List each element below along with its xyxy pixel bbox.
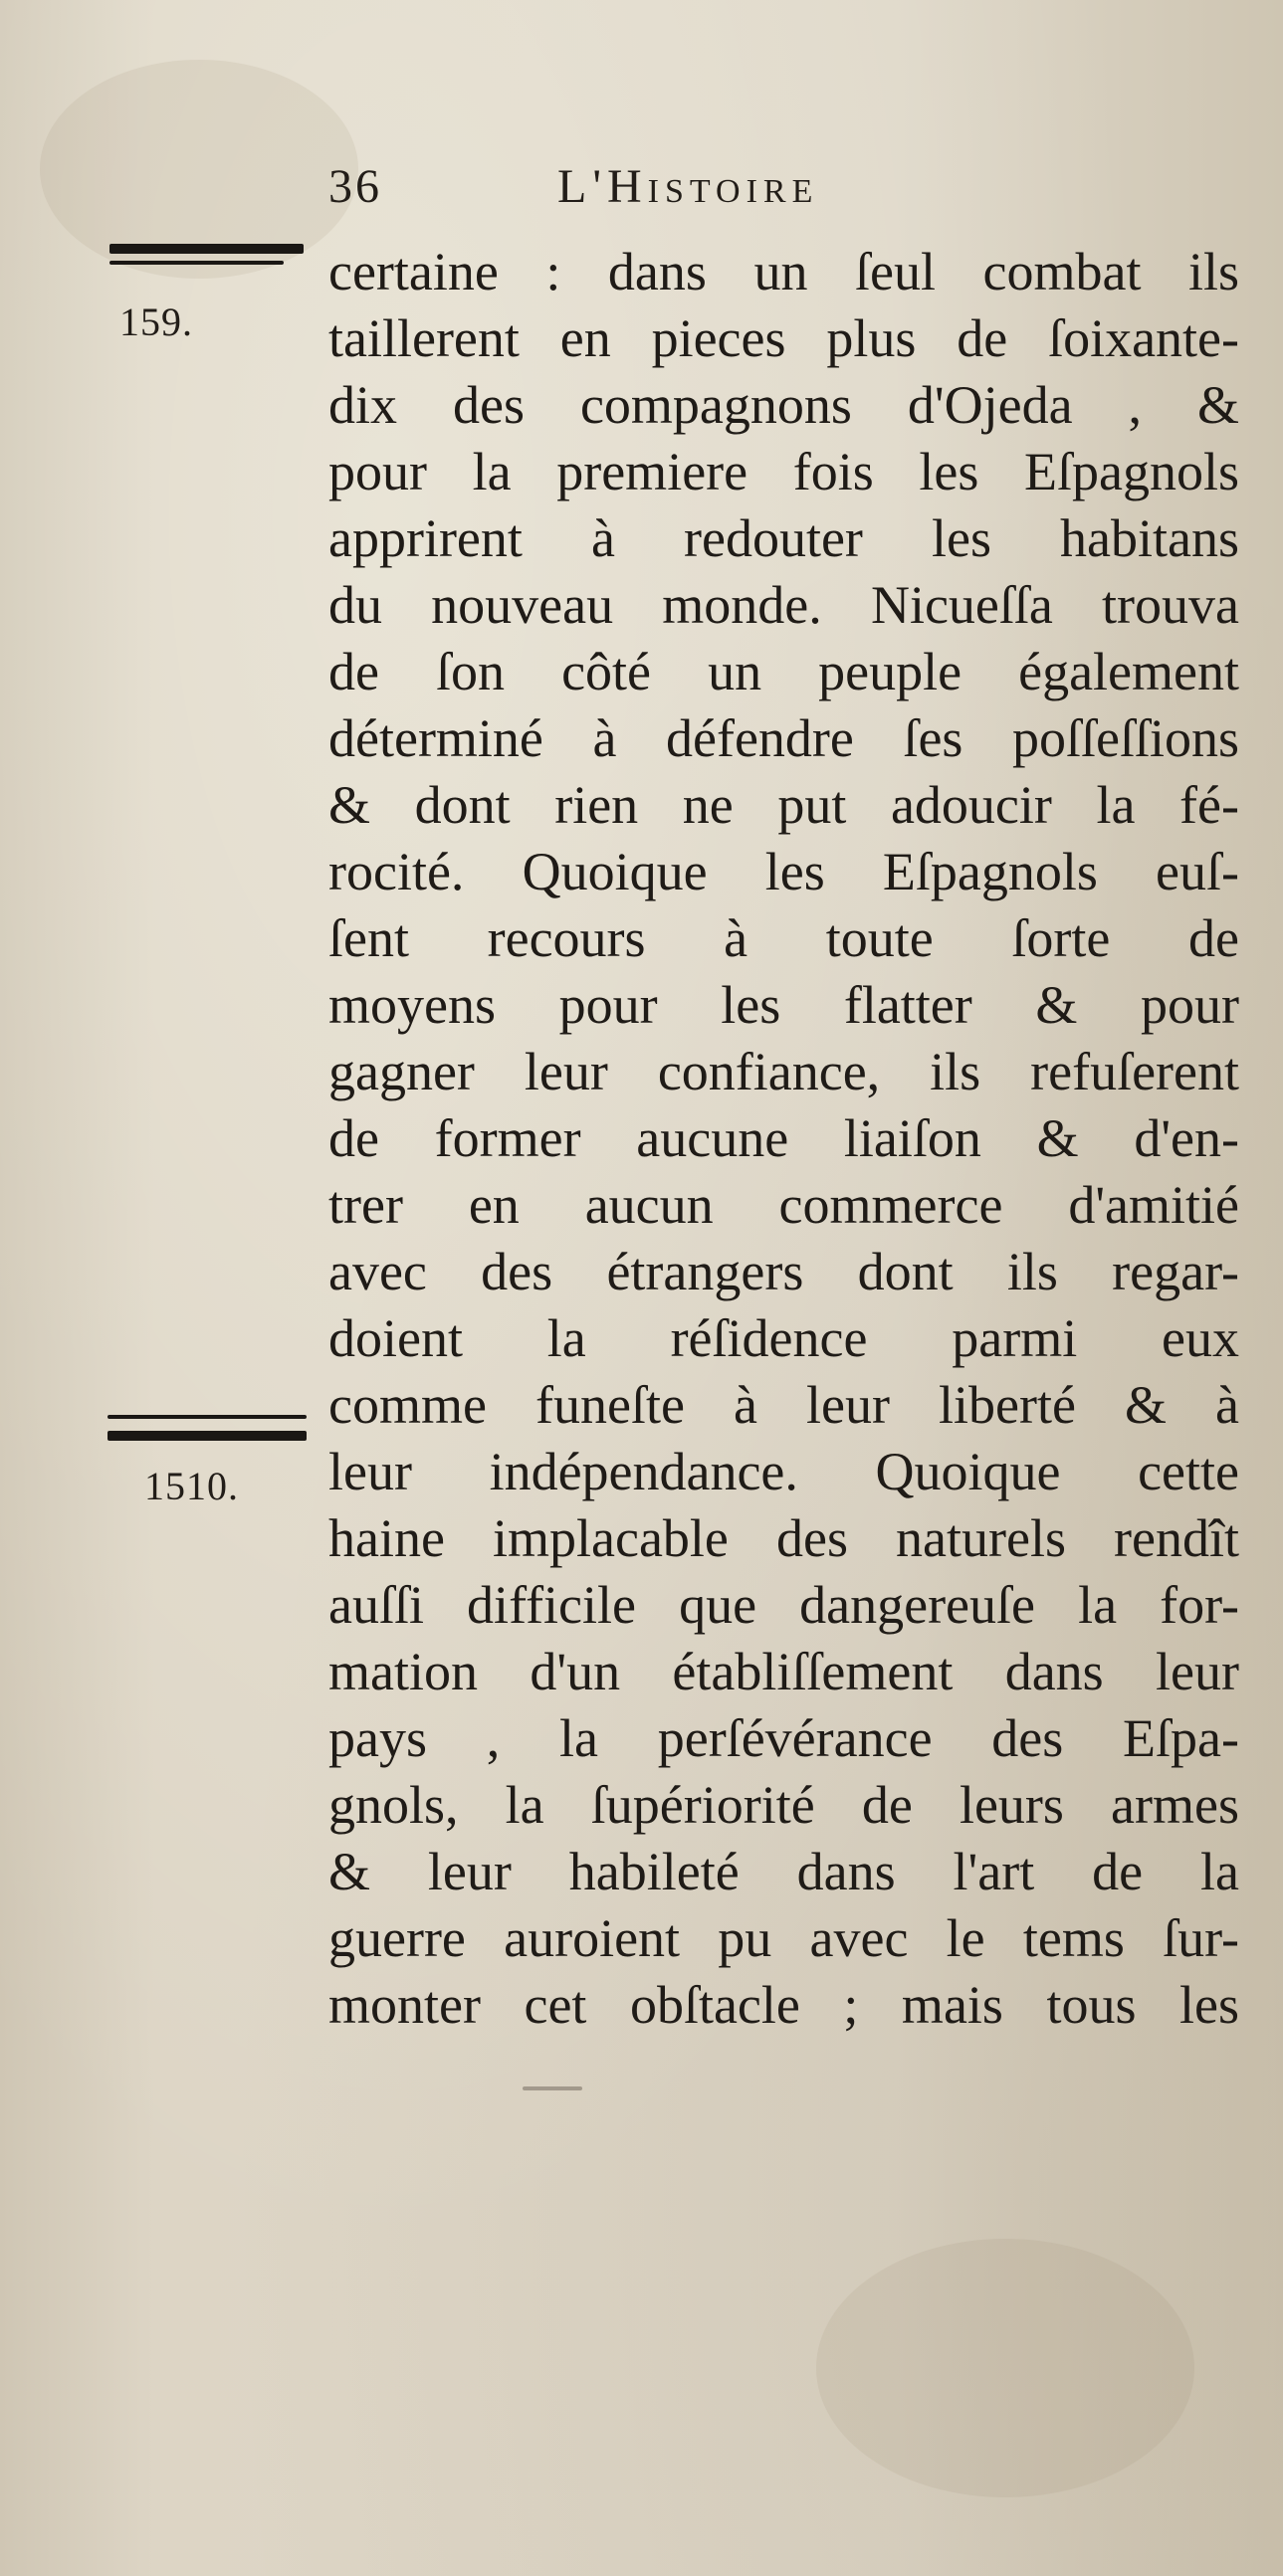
text-line: déterminé à défendre ſes poſſeſſions xyxy=(328,708,1239,768)
text-line: apprirent à redouter les habitans xyxy=(328,508,1239,568)
text-line: comme funeſte à leur liberté & à xyxy=(328,1375,1239,1435)
text-line: doient la réſidence parmi eux xyxy=(328,1308,1239,1368)
text-line: de former aucune liaiſon & d'en- xyxy=(328,1108,1239,1168)
text-line: monter cet obſtacle ; mais tous les xyxy=(328,1975,1239,2035)
margin-year-top: 159. xyxy=(119,299,193,344)
text-line: mation d'un établiſſement dans leur xyxy=(328,1642,1239,1701)
page-number: 36 xyxy=(328,160,382,213)
text-line: leur indépendance. Quoique cette xyxy=(328,1442,1239,1501)
text-line: & dont rien ne put adoucir la fé- xyxy=(328,775,1239,835)
running-title: L'Histoire xyxy=(557,160,819,213)
text-line: gnols, la ſupériorité de leurs armes xyxy=(328,1775,1239,1835)
text-line: pour la premiere fois les Eſpagnols xyxy=(328,442,1239,501)
text-line: du nouveau monde. Nicueſſa trouva xyxy=(328,575,1239,635)
text-line: dix des compagnons d'Ojeda , & xyxy=(328,375,1239,435)
margin-rule-top-thin xyxy=(109,261,284,265)
text-line: avec des étrangers dont ils regar- xyxy=(328,1242,1239,1301)
text-line: pays , la perſévérance des Eſpa- xyxy=(328,1708,1239,1768)
text-line: ſent recours à toute ſorte de xyxy=(328,908,1239,968)
text-line: de ſon côté un peuple également xyxy=(328,642,1239,701)
margin-rule-top xyxy=(109,244,304,254)
text-line: guerre auroient pu avec le tems ſur- xyxy=(328,1908,1239,1968)
text-line: & leur habileté dans l'art de la xyxy=(328,1842,1239,1901)
paper-stain xyxy=(816,2239,1194,2497)
text-line: rocité. Quoique les Eſpagnols euſ- xyxy=(328,842,1239,901)
text-line: trer en aucun commerce d'amitié xyxy=(328,1175,1239,1235)
text-line: taillerent en pieces plus de ſoixante- xyxy=(328,308,1239,368)
margin-rule-middle-thin xyxy=(107,1415,307,1419)
ink-mark xyxy=(523,2086,582,2090)
text-line: moyens pour les flatter & pour xyxy=(328,975,1239,1035)
margin-year-middle: 1510. xyxy=(144,1464,239,1508)
margin-rule-middle xyxy=(107,1431,307,1441)
text-line: gagner leur confiance, ils refuſerent xyxy=(328,1042,1239,1101)
running-head xyxy=(328,159,1025,229)
text-line: haine implacable des naturels rendît xyxy=(328,1508,1239,1568)
text-line: certaine : dans un ſeul combat ils xyxy=(328,242,1239,301)
body-text xyxy=(328,239,1239,2039)
text-line: auſſi difficile que dangereuſe la for- xyxy=(328,1575,1239,1635)
